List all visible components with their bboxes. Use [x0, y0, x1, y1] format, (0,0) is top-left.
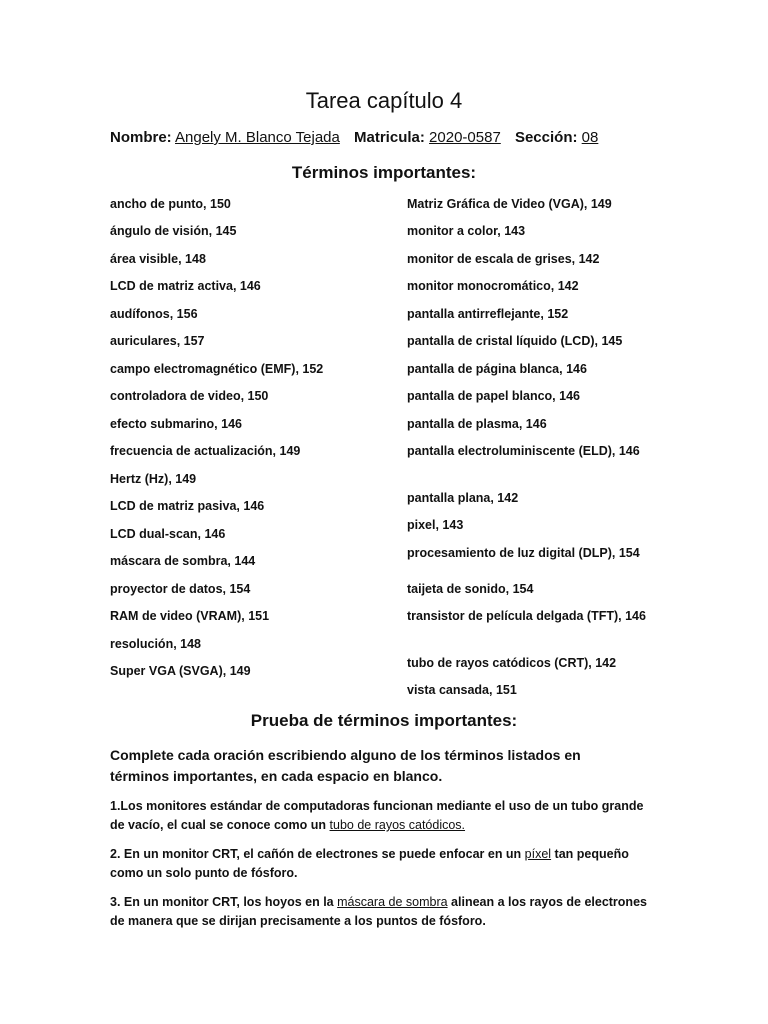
term-item: pantalla plana, 142: [407, 491, 519, 505]
term-item: Hertz (Hz), 149: [110, 472, 197, 486]
term-item: resolución, 148: [110, 637, 202, 651]
term-item: ancho de punto, 150: [110, 197, 231, 211]
term-item: pantalla electroluminiscente (ELD), 146: [407, 444, 640, 458]
term-item: máscara de sombra, 144: [110, 554, 256, 568]
term-item: monitor a color, 143: [407, 224, 526, 238]
terms-heading: Términos importantes:: [291, 163, 477, 182]
student-info-line: [110, 129, 608, 146]
term-item: proyector de datos, 154: [110, 582, 251, 596]
question-text: 3. En un monitor CRT, los hoyos en la: [110, 895, 338, 909]
term-item: LCD de matriz activa, 146: [110, 279, 261, 293]
term-item: audífonos, 156: [110, 307, 198, 321]
matricula-label: Matricula:: [354, 129, 425, 146]
question-text: 1.Los monitores estándar de computadoras funcionan mediante el uso de un tubo grande de vacío, el cual se conoce como un: [110, 799, 644, 832]
term-item: vista cansada, 151: [407, 683, 517, 697]
term-item: frecuencia de actualización, 149: [110, 444, 301, 458]
term-item: pantalla de cristal líquido (LCD), 145: [407, 334, 623, 348]
question-answer: tubo de rayos catódicos.: [329, 818, 466, 832]
term-item: pantalla de página blanca, 146: [407, 362, 587, 376]
term-item: Super VGA (SVGA), 149: [110, 664, 251, 678]
name-value: Angely M. Blanco Tejada: [175, 129, 340, 146]
term-item: área visible, 148: [110, 252, 206, 266]
term-item: monitor de escala de grises, 142: [407, 252, 600, 266]
term-item: LCD dual-scan, 146: [110, 527, 226, 541]
quiz-instructions: Complete cada oración escribiendo alguno de los términos listados en términos importantes, en cada espacio en blanco.: [110, 747, 581, 784]
seccion-value: 08: [581, 129, 599, 146]
term-item: taijeta de sonido, 154: [407, 582, 534, 596]
question-text: 2. En un monitor CRT, el cañón de electrones se puede enfocar en un: [110, 847, 525, 861]
term-item: controladora de video, 150: [110, 389, 269, 403]
term-item: RAM de video (VRAM), 151: [110, 609, 270, 623]
quiz-question-2: [110, 845, 650, 883]
question-text: tan pequeño como un solo punto de fósforo.: [110, 847, 629, 880]
term-item: tubo de rayos catódicos (CRT), 142: [407, 656, 617, 670]
term-item: LCD de matriz pasiva, 146: [110, 499, 265, 513]
seccion-label: Sección:: [514, 129, 578, 146]
name-label: Nombre:: [110, 129, 172, 146]
term-item: pantalla de papel blanco, 146: [407, 389, 580, 403]
term-item: efecto submarino, 146: [110, 417, 242, 431]
term-item: pixel, 143: [407, 518, 464, 532]
term-item: ángulo de visión, 145: [110, 224, 237, 238]
term-item: Matriz Gráfica de Video (VGA), 149: [407, 197, 612, 211]
term-item: procesamiento de luz digital (DLP), 154: [407, 546, 640, 560]
document-title: Tarea capítulo 4: [305, 88, 463, 113]
term-item: auriculares, 157: [110, 334, 205, 348]
question-text: alinean a los rayos de electrones de manera que se dirijan precisamente a los puntos de fósforo.: [110, 895, 647, 928]
term-item: pantalla antirreflejante, 152: [407, 307, 569, 321]
term-item: monitor monocromático, 142: [407, 279, 579, 293]
quiz-heading: Prueba de términos importantes:: [250, 711, 518, 730]
matricula-value: 2020-0587: [429, 129, 501, 146]
quiz-question-1: [110, 797, 650, 835]
term-item: transistor de película delgada (TFT), 146: [407, 609, 646, 623]
question-answer: píxel: [524, 847, 552, 861]
term-item: pantalla de plasma, 146: [407, 417, 547, 431]
term-item: campo electromagnético (EMF), 152: [110, 362, 324, 376]
quiz-question-3: [110, 893, 650, 931]
question-answer: máscara de sombra: [337, 895, 448, 909]
